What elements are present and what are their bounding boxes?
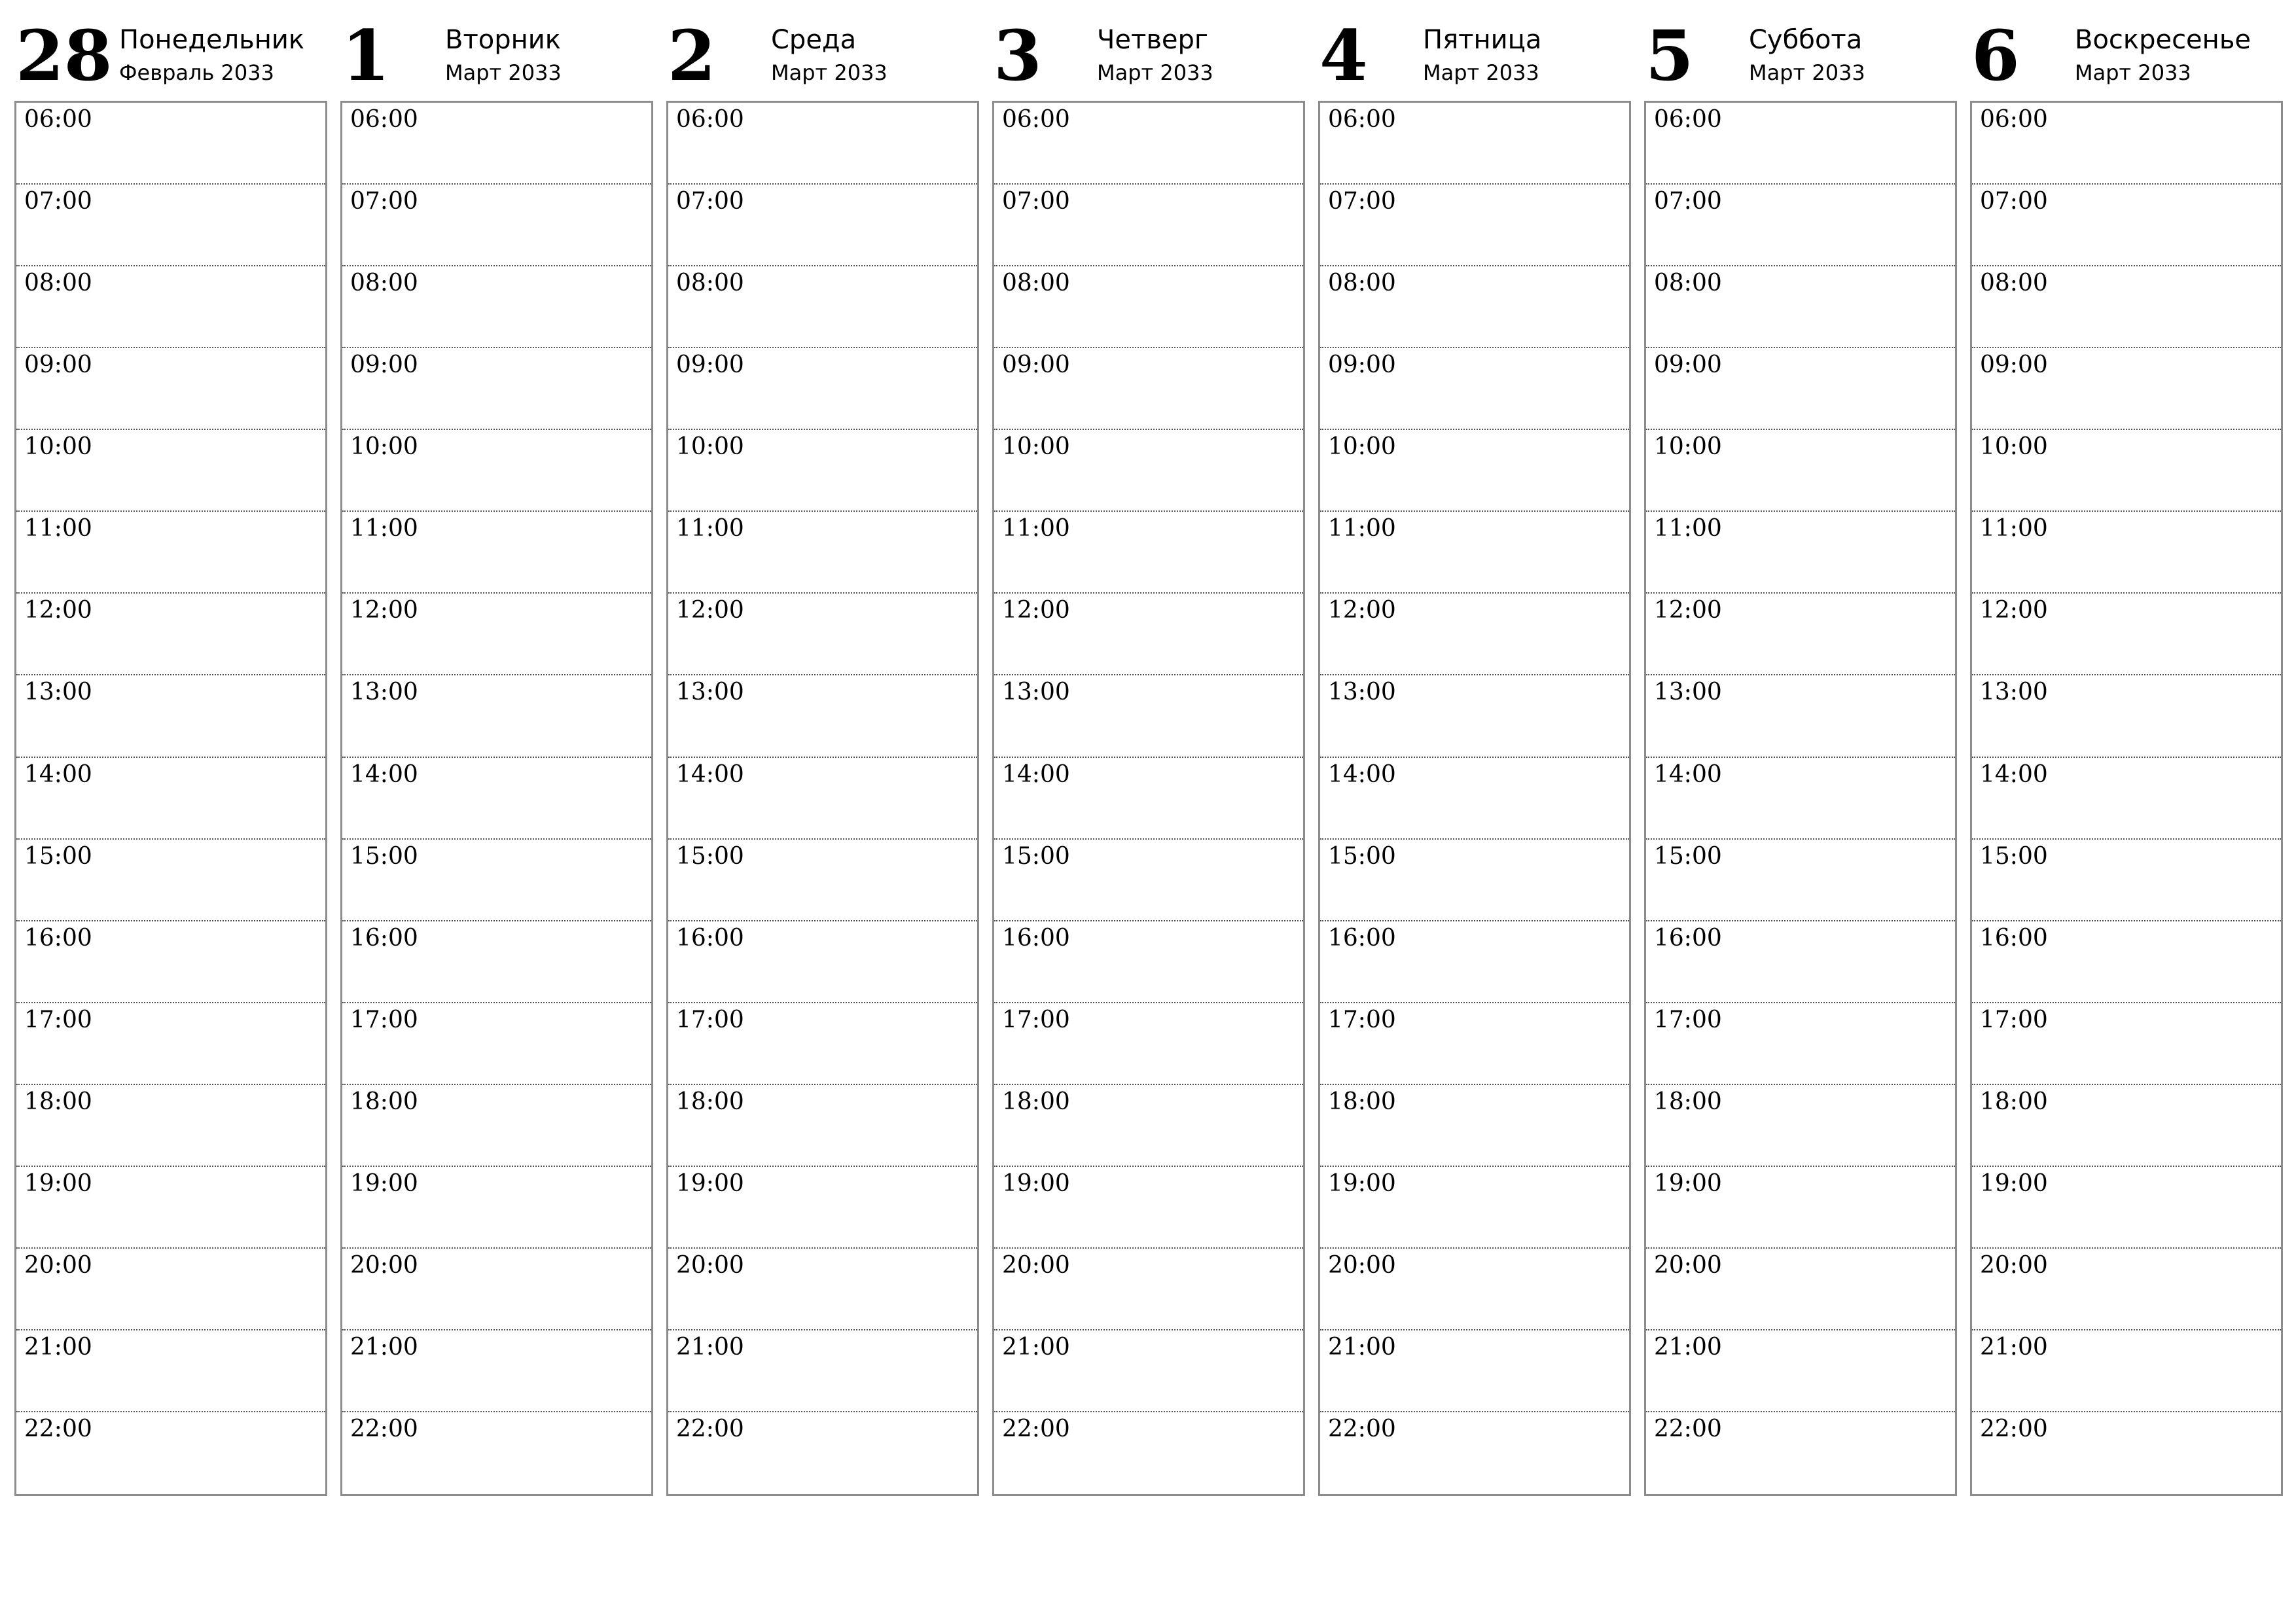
time-slot[interactable] xyxy=(994,512,1303,594)
time-label: 18:00 xyxy=(1654,1088,1722,1115)
time-label: 12:00 xyxy=(350,597,418,624)
time-slot[interactable] xyxy=(1972,594,2281,675)
time-label: 06:00 xyxy=(350,106,418,133)
time-slot[interactable] xyxy=(1646,921,1955,1003)
day-header xyxy=(666,13,979,101)
time-slot[interactable] xyxy=(16,348,325,430)
time-slot[interactable] xyxy=(16,1167,325,1249)
time-slot[interactable] xyxy=(342,348,651,430)
day-column-thursday xyxy=(992,13,1305,1500)
time-slot[interactable] xyxy=(16,512,325,594)
time-slot[interactable] xyxy=(342,840,651,921)
time-slot[interactable] xyxy=(342,758,651,840)
time-label: 07:00 xyxy=(676,188,744,215)
day-column-saturday xyxy=(1644,13,1957,1500)
time-slot[interactable] xyxy=(342,185,651,266)
time-label: 10:00 xyxy=(350,433,418,461)
time-slot[interactable] xyxy=(1646,1167,1955,1249)
time-label: 10:00 xyxy=(676,433,744,461)
time-slot[interactable] xyxy=(1320,430,1629,512)
time-label: 16:00 xyxy=(350,924,418,952)
time-slot[interactable] xyxy=(16,758,325,840)
time-label: 06:00 xyxy=(1002,106,1070,133)
time-label: 19:00 xyxy=(1002,1169,1070,1197)
time-slots-box xyxy=(340,101,653,1496)
time-slot[interactable] xyxy=(16,1249,325,1330)
time-slot[interactable] xyxy=(16,1412,325,1494)
time-slots-box xyxy=(992,101,1305,1496)
time-slot[interactable] xyxy=(1320,348,1629,430)
time-label: 22:00 xyxy=(676,1416,744,1442)
weekday-name: Пятница xyxy=(1423,25,1542,55)
time-slot[interactable] xyxy=(1646,1330,1955,1412)
time-label: 06:00 xyxy=(24,106,92,133)
time-slot[interactable] xyxy=(16,921,325,1003)
time-label: 20:00 xyxy=(1654,1251,1722,1279)
time-slot[interactable] xyxy=(342,103,651,185)
day-header xyxy=(1644,13,1957,101)
time-slot[interactable] xyxy=(1972,430,2281,512)
time-label: 17:00 xyxy=(1980,1006,2048,1033)
time-label: 15:00 xyxy=(350,842,418,870)
time-slot[interactable] xyxy=(342,1085,651,1167)
time-slot[interactable] xyxy=(16,1085,325,1167)
time-label: 16:00 xyxy=(676,924,744,952)
time-label: 19:00 xyxy=(1328,1169,1396,1197)
time-label: 12:00 xyxy=(1002,597,1070,624)
time-label: 15:00 xyxy=(1654,842,1722,870)
time-label: 15:00 xyxy=(1328,842,1396,870)
day-column-monday xyxy=(14,13,327,1500)
time-label: 19:00 xyxy=(676,1169,744,1197)
time-slot[interactable] xyxy=(1972,1249,2281,1330)
time-slot[interactable] xyxy=(16,675,325,757)
time-label: 14:00 xyxy=(24,760,92,788)
time-slot[interactable] xyxy=(668,1330,977,1412)
time-slot[interactable] xyxy=(994,921,1303,1003)
time-label: 08:00 xyxy=(1980,270,2048,297)
day-column-friday xyxy=(1318,13,1631,1500)
time-slot[interactable] xyxy=(16,1330,325,1412)
day-number: 6 xyxy=(1971,14,2020,96)
time-label: 13:00 xyxy=(676,679,744,706)
time-label: 16:00 xyxy=(1980,924,2048,952)
time-slot[interactable] xyxy=(668,103,977,185)
time-label: 09:00 xyxy=(1980,351,2048,379)
time-slots-box xyxy=(1318,101,1631,1496)
time-label: 08:00 xyxy=(1654,270,1722,297)
time-slot[interactable] xyxy=(1320,1167,1629,1249)
time-slots-box xyxy=(1970,101,2283,1496)
time-slot[interactable] xyxy=(994,1167,1303,1249)
time-label: 17:00 xyxy=(676,1006,744,1033)
time-slot[interactable] xyxy=(1320,594,1629,675)
time-label: 19:00 xyxy=(1980,1169,2048,1197)
time-slot[interactable] xyxy=(1646,758,1955,840)
time-slots-box xyxy=(666,101,979,1496)
time-label: 11:00 xyxy=(350,515,418,543)
weekday-name: Вторник xyxy=(445,25,561,55)
time-slot[interactable] xyxy=(668,266,977,348)
time-slot[interactable] xyxy=(668,1167,977,1249)
time-label: 16:00 xyxy=(24,924,92,952)
day-header xyxy=(1318,13,1631,101)
time-slot[interactable] xyxy=(994,1249,1303,1330)
time-label: 15:00 xyxy=(24,842,92,870)
time-slot[interactable] xyxy=(994,266,1303,348)
time-label: 07:00 xyxy=(1654,188,1722,215)
time-label: 12:00 xyxy=(1980,597,2048,624)
time-label: 11:00 xyxy=(1002,515,1070,543)
time-label: 17:00 xyxy=(350,1006,418,1033)
time-slot[interactable] xyxy=(1972,266,2281,348)
time-slot[interactable] xyxy=(1646,1085,1955,1167)
time-label: 22:00 xyxy=(24,1416,92,1442)
time-slot[interactable] xyxy=(1646,840,1955,921)
day-number: 1 xyxy=(342,14,390,96)
time-slot[interactable] xyxy=(342,430,651,512)
time-slot[interactable] xyxy=(668,1249,977,1330)
time-slot[interactable] xyxy=(342,1167,651,1249)
time-label: 20:00 xyxy=(1980,1251,2048,1279)
time-slot[interactable] xyxy=(668,1085,977,1167)
time-slot[interactable] xyxy=(1320,266,1629,348)
time-slot[interactable] xyxy=(342,1330,651,1412)
time-label: 15:00 xyxy=(1980,842,2048,870)
time-slot[interactable] xyxy=(994,675,1303,757)
time-label: 09:00 xyxy=(350,351,418,379)
time-label: 17:00 xyxy=(1328,1006,1396,1033)
time-slot[interactable] xyxy=(1646,430,1955,512)
time-label: 14:00 xyxy=(1328,760,1396,788)
time-slot[interactable] xyxy=(1972,1330,2281,1412)
time-slots-box xyxy=(1644,101,1957,1496)
time-slot[interactable] xyxy=(16,430,325,512)
time-slot[interactable] xyxy=(1320,1330,1629,1412)
time-slot[interactable] xyxy=(1972,1085,2281,1167)
time-slot[interactable] xyxy=(1646,675,1955,757)
time-slot[interactable] xyxy=(1972,185,2281,266)
time-label: 18:00 xyxy=(1328,1088,1396,1115)
time-label: 19:00 xyxy=(350,1169,418,1197)
time-slot[interactable] xyxy=(1646,1249,1955,1330)
time-slot[interactable] xyxy=(1320,758,1629,840)
time-label: 20:00 xyxy=(676,1251,744,1279)
time-label: 10:00 xyxy=(1002,433,1070,461)
time-label: 11:00 xyxy=(1328,515,1396,543)
time-slot[interactable] xyxy=(342,594,651,675)
time-slot[interactable] xyxy=(1972,1167,2281,1249)
time-slot[interactable] xyxy=(342,512,651,594)
time-label: 09:00 xyxy=(1654,351,1722,379)
time-label: 08:00 xyxy=(350,270,418,297)
time-label: 22:00 xyxy=(1002,1416,1070,1442)
time-slot[interactable] xyxy=(1646,1412,1955,1494)
time-slot[interactable] xyxy=(1972,103,2281,185)
time-slot[interactable] xyxy=(1972,1412,2281,1494)
time-slot[interactable] xyxy=(1646,1003,1955,1085)
time-slot[interactable] xyxy=(342,921,651,1003)
time-slot[interactable] xyxy=(1646,594,1955,675)
weekday-name: Четверг xyxy=(1097,25,1208,55)
time-label: 07:00 xyxy=(350,188,418,215)
time-slot[interactable] xyxy=(342,266,651,348)
time-label: 21:00 xyxy=(1328,1333,1396,1361)
time-label: 07:00 xyxy=(24,188,92,215)
day-number: 5 xyxy=(1645,14,1694,96)
time-label: 08:00 xyxy=(1328,270,1396,297)
time-label: 06:00 xyxy=(676,106,744,133)
time-label: 22:00 xyxy=(1980,1416,2048,1442)
time-slot[interactable] xyxy=(16,103,325,185)
time-slot[interactable] xyxy=(994,1003,1303,1085)
time-label: 16:00 xyxy=(1328,924,1396,952)
time-label: 13:00 xyxy=(1002,679,1070,706)
time-label: 11:00 xyxy=(1654,515,1722,543)
time-slot[interactable] xyxy=(16,185,325,266)
time-label: 21:00 xyxy=(350,1333,418,1361)
time-label: 06:00 xyxy=(1654,106,1722,133)
day-number: 4 xyxy=(1319,14,1368,96)
time-slot[interactable] xyxy=(342,1249,651,1330)
time-slot[interactable] xyxy=(1320,921,1629,1003)
time-label: 20:00 xyxy=(1002,1251,1070,1279)
time-label: 13:00 xyxy=(350,679,418,706)
time-label: 15:00 xyxy=(1002,842,1070,870)
time-label: 07:00 xyxy=(1328,188,1396,215)
time-label: 10:00 xyxy=(1654,433,1722,461)
time-slot[interactable] xyxy=(1320,675,1629,757)
time-label: 15:00 xyxy=(676,842,744,870)
day-header xyxy=(340,13,653,101)
time-label: 17:00 xyxy=(24,1006,92,1033)
day-number: 3 xyxy=(994,14,1042,96)
time-slot[interactable] xyxy=(342,1003,651,1085)
time-label: 12:00 xyxy=(1654,597,1722,624)
time-slot[interactable] xyxy=(994,840,1303,921)
time-label: 18:00 xyxy=(676,1088,744,1115)
month-year: Март 2033 xyxy=(445,60,562,85)
time-label: 14:00 xyxy=(1002,760,1070,788)
time-slot[interactable] xyxy=(16,266,325,348)
time-slot[interactable] xyxy=(1972,675,2281,757)
time-slot[interactable] xyxy=(1320,1085,1629,1167)
time-label: 20:00 xyxy=(350,1251,418,1279)
time-slot[interactable] xyxy=(1972,348,2281,430)
time-label: 20:00 xyxy=(1328,1251,1396,1279)
day-column-wednesday xyxy=(666,13,979,1500)
time-slot[interactable] xyxy=(668,348,977,430)
time-label: 17:00 xyxy=(1002,1006,1070,1033)
weekly-planner xyxy=(14,13,2283,1500)
time-slots-box xyxy=(14,101,327,1496)
time-label: 14:00 xyxy=(676,760,744,788)
time-label: 20:00 xyxy=(24,1251,92,1279)
time-label: 12:00 xyxy=(24,597,92,624)
time-label: 11:00 xyxy=(1980,515,2048,543)
time-label: 21:00 xyxy=(1002,1333,1070,1361)
time-label: 14:00 xyxy=(350,760,418,788)
weekday-name: Среда xyxy=(771,25,857,55)
time-label: 16:00 xyxy=(1002,924,1070,952)
time-slot[interactable] xyxy=(1320,1003,1629,1085)
time-slot[interactable] xyxy=(668,675,977,757)
time-slot[interactable] xyxy=(1972,1003,2281,1085)
time-label: 08:00 xyxy=(24,270,92,297)
time-label: 14:00 xyxy=(1980,760,2048,788)
time-slot[interactable] xyxy=(668,840,977,921)
time-slot[interactable] xyxy=(994,185,1303,266)
day-column-tuesday xyxy=(340,13,653,1500)
time-slot[interactable] xyxy=(994,430,1303,512)
time-slot[interactable] xyxy=(1320,103,1629,185)
time-label: 13:00 xyxy=(1654,679,1722,706)
month-year: Март 2033 xyxy=(771,60,888,85)
time-slot[interactable] xyxy=(1320,1249,1629,1330)
time-label: 06:00 xyxy=(1980,106,2048,133)
time-label: 18:00 xyxy=(1980,1088,2048,1115)
time-slot[interactable] xyxy=(994,594,1303,675)
time-slot[interactable] xyxy=(1646,103,1955,185)
time-label: 21:00 xyxy=(1980,1333,2048,1361)
time-label: 17:00 xyxy=(1654,1006,1722,1033)
time-slot[interactable] xyxy=(668,430,977,512)
time-slot[interactable] xyxy=(1972,840,2281,921)
day-column-sunday xyxy=(1970,13,2283,1500)
time-slot[interactable] xyxy=(668,185,977,266)
time-label: 13:00 xyxy=(1980,679,2048,706)
time-label: 22:00 xyxy=(1328,1416,1396,1442)
time-slot[interactable] xyxy=(1972,921,2281,1003)
time-label: 08:00 xyxy=(676,270,744,297)
day-header xyxy=(14,13,327,101)
time-slot[interactable] xyxy=(1972,512,2281,594)
time-label: 19:00 xyxy=(1654,1169,1722,1197)
day-number: 28 xyxy=(16,14,113,96)
time-slot[interactable] xyxy=(668,1003,977,1085)
time-slot[interactable] xyxy=(1320,185,1629,266)
time-slot[interactable] xyxy=(668,1412,977,1494)
weekday-name: Воскресенье xyxy=(2075,25,2251,55)
time-label: 10:00 xyxy=(1328,433,1396,461)
time-label: 10:00 xyxy=(1980,433,2048,461)
time-slot[interactable] xyxy=(994,103,1303,185)
time-slot[interactable] xyxy=(16,1003,325,1085)
time-slot[interactable] xyxy=(342,1412,651,1494)
time-label: 21:00 xyxy=(676,1333,744,1361)
time-label: 11:00 xyxy=(676,515,744,543)
time-slot[interactable] xyxy=(668,594,977,675)
time-label: 07:00 xyxy=(1002,188,1070,215)
time-label: 13:00 xyxy=(1328,679,1396,706)
time-label: 21:00 xyxy=(24,1333,92,1361)
day-header xyxy=(1970,13,2283,101)
time-label: 09:00 xyxy=(1002,351,1070,379)
time-slot[interactable] xyxy=(1646,512,1955,594)
time-slot[interactable] xyxy=(994,1330,1303,1412)
time-label: 08:00 xyxy=(1002,270,1070,297)
time-slot[interactable] xyxy=(1972,758,2281,840)
time-slot[interactable] xyxy=(1646,266,1955,348)
time-label: 18:00 xyxy=(24,1088,92,1115)
time-label: 18:00 xyxy=(350,1088,418,1115)
time-label: 12:00 xyxy=(676,597,744,624)
time-label: 22:00 xyxy=(350,1416,418,1442)
time-label: 12:00 xyxy=(1328,597,1396,624)
month-year: Март 2033 xyxy=(1749,60,1865,85)
weekday-name: Понедельник xyxy=(119,25,305,55)
time-slot[interactable] xyxy=(994,1085,1303,1167)
time-label: 09:00 xyxy=(24,351,92,379)
time-label: 11:00 xyxy=(24,515,92,543)
month-year: Февраль 2033 xyxy=(119,60,274,85)
time-slot[interactable] xyxy=(668,758,977,840)
month-year: Март 2033 xyxy=(1423,60,1539,85)
time-slot[interactable] xyxy=(668,512,977,594)
time-slot[interactable] xyxy=(1646,348,1955,430)
time-slot[interactable] xyxy=(16,594,325,675)
time-label: 19:00 xyxy=(24,1169,92,1197)
time-label: 21:00 xyxy=(1654,1333,1722,1361)
time-label: 09:00 xyxy=(676,351,744,379)
time-slot[interactable] xyxy=(16,840,325,921)
time-slot[interactable] xyxy=(1320,512,1629,594)
time-label: 07:00 xyxy=(1980,188,2048,215)
time-slot[interactable] xyxy=(994,758,1303,840)
time-slot[interactable] xyxy=(342,675,651,757)
time-slot[interactable] xyxy=(994,348,1303,430)
time-slot[interactable] xyxy=(1320,1412,1629,1494)
time-label: 06:00 xyxy=(1328,106,1396,133)
time-label: 13:00 xyxy=(24,679,92,706)
day-number: 2 xyxy=(668,14,716,96)
time-label: 16:00 xyxy=(1654,924,1722,952)
time-label: 09:00 xyxy=(1328,351,1396,379)
time-slot[interactable] xyxy=(668,921,977,1003)
time-label: 10:00 xyxy=(24,433,92,461)
time-label: 18:00 xyxy=(1002,1088,1070,1115)
time-slot[interactable] xyxy=(994,1412,1303,1494)
time-slot[interactable] xyxy=(1646,185,1955,266)
weekday-name: Суббота xyxy=(1749,25,1863,55)
time-label: 14:00 xyxy=(1654,760,1722,788)
month-year: Март 2033 xyxy=(1097,60,1213,85)
time-label: 22:00 xyxy=(1654,1416,1722,1442)
month-year: Март 2033 xyxy=(2075,60,2191,85)
day-header xyxy=(992,13,1305,101)
time-slot[interactable] xyxy=(1320,840,1629,921)
